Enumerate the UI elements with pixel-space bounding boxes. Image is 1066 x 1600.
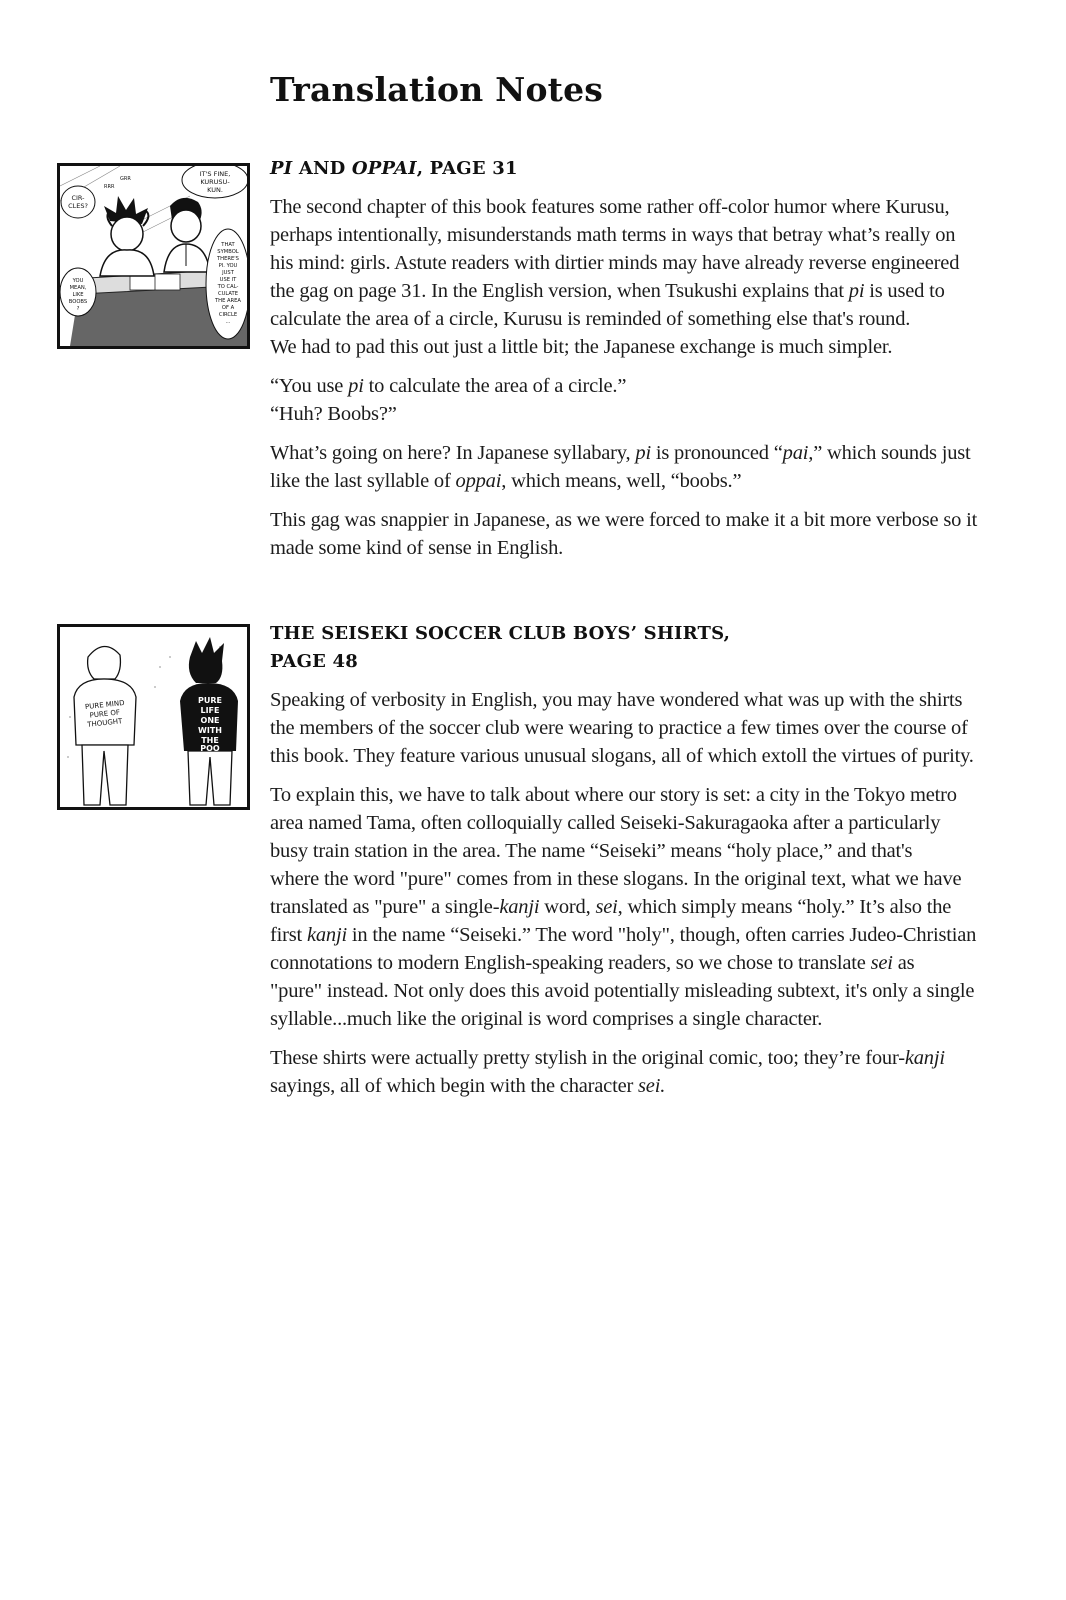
svg-text:ONE: ONE [200, 716, 220, 725]
text-line: "pure" instead. Not only does this avoid potentially misleading subtext, it's only a single [270, 980, 975, 1002]
svg-text:CIR-: CIR- [71, 194, 85, 202]
svg-text:PURE OF: PURE OF [89, 708, 121, 720]
text-run: to calculate the area of a circle.” [363, 375, 627, 397]
text-line: area named Tama, often colloquially called Seiseki-Sakuragaoka after a particularly [270, 812, 941, 834]
text-run-italic: kanji [904, 1047, 945, 1069]
svg-text:PURE: PURE [198, 696, 222, 705]
text-run: word, [539, 896, 596, 918]
text-line: this book. They feature various unusual slogans, all of which extoll the virtues of purity. [270, 745, 974, 767]
text-line [270, 1044, 990, 1072]
svg-text:GRR: GRR [120, 176, 131, 182]
text-line [270, 949, 990, 977]
heading-oppai: OPPAI [351, 158, 417, 179]
text-line: the members of the soccer club were wearing to practice a few times over the course of [270, 717, 968, 739]
text-run-italic: oppai [455, 470, 502, 492]
text-run-italic: kanji [499, 896, 540, 918]
svg-text:SYMBOL: SYMBOL [217, 249, 239, 255]
text-line [270, 277, 990, 305]
svg-text:THOUGHT: THOUGHT [86, 717, 123, 729]
note-heading-soccer-shirts [270, 620, 990, 676]
heading-page: , PAGE 31 [416, 158, 518, 179]
text-line [270, 439, 990, 467]
text-line: calculate the area of a circle, Kurusu is reminded of something else that's round. [270, 308, 911, 330]
text-line [270, 893, 990, 921]
text-line: “Huh? Boobs?” [270, 403, 397, 425]
text-run: ” which sounds just [813, 442, 971, 464]
svg-text:CIRCLE: CIRCLE [218, 312, 238, 318]
svg-text:THERE'S: THERE'S [217, 256, 239, 262]
heading-and: AND [292, 158, 352, 179]
svg-text:KUN.: KUN. [207, 186, 223, 194]
text-line [270, 1072, 990, 1100]
note-pi-oppai [270, 155, 990, 573]
text-line [270, 921, 990, 949]
text-run: What’s going on here? In Japanese syllabary, [270, 442, 636, 464]
svg-text:?: ? [76, 306, 80, 312]
heading-line: PAGE 48 [270, 651, 358, 672]
text-run-italic: sei [595, 896, 618, 918]
text-line: perhaps intentionally, misunderstands math terms in ways that betray what’s really on [270, 224, 956, 246]
svg-text:BOOBS: BOOBS [68, 299, 88, 305]
text-line: where the word "pure" comes from in these slogans. In the original text, what we have [270, 868, 962, 890]
text-run-italic: kanji [306, 924, 347, 946]
svg-text:WITH: WITH [198, 726, 222, 735]
text-line: We had to pad this out just a little bit; the Japanese exchange is much simpler. [270, 336, 893, 358]
manga-panel-shirts [57, 624, 250, 810]
text-run: connotations to modern English-speaking readers, so we chose to translate [270, 952, 871, 974]
paragraph [270, 1044, 990, 1100]
text-run: in the name “Seiseki.” The word "holy", though, often carries Judeo-Christian [346, 924, 977, 946]
paragraph [270, 193, 990, 361]
text-line: This gag was snappier in Japanese, as we were forced to make it a bit more verbose so it [270, 509, 978, 531]
text-run: , which means, well, “boobs.” [501, 470, 742, 492]
text-line: The second chapter of this book features some rather off-color humor where Kurusu, [270, 196, 950, 218]
svg-text:PI. YOU: PI. YOU [218, 263, 238, 269]
svg-text:KURUSU-: KURUSU- [200, 178, 230, 186]
svg-text:THE: THE [201, 736, 219, 745]
text-line [270, 467, 990, 495]
text-line: syllable...much like the original is word comprises a single character. [270, 1008, 823, 1030]
text-run: These shirts were actually pretty stylish in the original comic, too; they’re four- [270, 1047, 905, 1069]
text-line: his mind: girls. Astute readers with dirtier minds may have already reverse engineered [270, 252, 960, 274]
balloon-text-fine: IT'S FINE, [199, 170, 231, 178]
svg-text:THAT: THAT [221, 242, 235, 248]
svg-text:YOU: YOU [72, 278, 84, 284]
svg-text:MEAN,: MEAN, [69, 285, 87, 291]
text-run-italic: pi [348, 375, 364, 397]
svg-text:LIFE: LIFE [200, 706, 220, 715]
paragraph [270, 686, 990, 770]
text-line: busy train station in the area. The name “Seiseki” means “holy place,” and that's [270, 840, 913, 862]
text-run: “You use [270, 375, 349, 397]
svg-text:OF A: OF A [221, 305, 235, 311]
svg-text:TO CAL-: TO CAL- [217, 284, 239, 290]
paragraph [270, 781, 990, 1033]
text-line: To explain this, we have to talk about where our story is set: a city in the Tokyo metro [270, 784, 957, 806]
text-line: Speaking of verbosity in English, you may have wondered what was up with the shirts [270, 689, 963, 711]
text-run-italic: pi [848, 280, 865, 302]
svg-text:RRR: RRR [104, 184, 115, 190]
heading-line: THE SEISEKI SOCCER CLUB BOYS’ SHIRTS, [270, 623, 731, 644]
heading-pi: PI [270, 158, 293, 179]
svg-text:USE IT: USE IT [219, 277, 237, 283]
text-run: , which simply means “holy.” It’s also the [617, 896, 952, 918]
svg-text:THE AREA: THE AREA [215, 298, 241, 304]
svg-text:CLES?: CLES? [68, 202, 88, 210]
text-line [270, 372, 990, 400]
quote-paragraph [270, 372, 990, 428]
svg-text:CULATE: CULATE [217, 291, 239, 297]
svg-text:PURE MIND: PURE MIND [84, 698, 125, 712]
page-title: Translation Notes [270, 70, 604, 109]
svg-text:...: ... [225, 319, 231, 325]
text-run: is used to [864, 280, 945, 302]
text-run: first [270, 924, 307, 946]
text-line: made some kind of sense in English. [270, 537, 564, 559]
text-run-italic: pi [635, 442, 651, 464]
text-run-italic: sei [870, 952, 893, 974]
text-run: like the last syllable of [270, 470, 456, 492]
text-run: sayings, all of which begin with the character [270, 1075, 639, 1097]
paragraph [270, 506, 990, 562]
manga-panel-pi [57, 163, 250, 349]
svg-text:POO: POO [200, 744, 220, 753]
text-run: translated as "pure" a single- [270, 896, 500, 918]
paragraph [270, 439, 990, 495]
text-run: is pronounced “ [650, 442, 783, 464]
text-run-italic: sei. [638, 1075, 666, 1097]
text-run: the gag on page 31. In the English version, when Tsukushi explains that [270, 280, 849, 302]
manga-panel-shirts-illustration [60, 627, 247, 807]
note-heading-pi-oppai [270, 155, 990, 183]
svg-text:JUST: JUST [222, 270, 234, 276]
text-run-italic: pai, [782, 442, 814, 464]
manga-panel-pi-illustration [60, 166, 247, 346]
text-run: as [892, 952, 915, 974]
svg-text:LIKE: LIKE [72, 292, 84, 298]
note-soccer-shirts [270, 620, 990, 1111]
